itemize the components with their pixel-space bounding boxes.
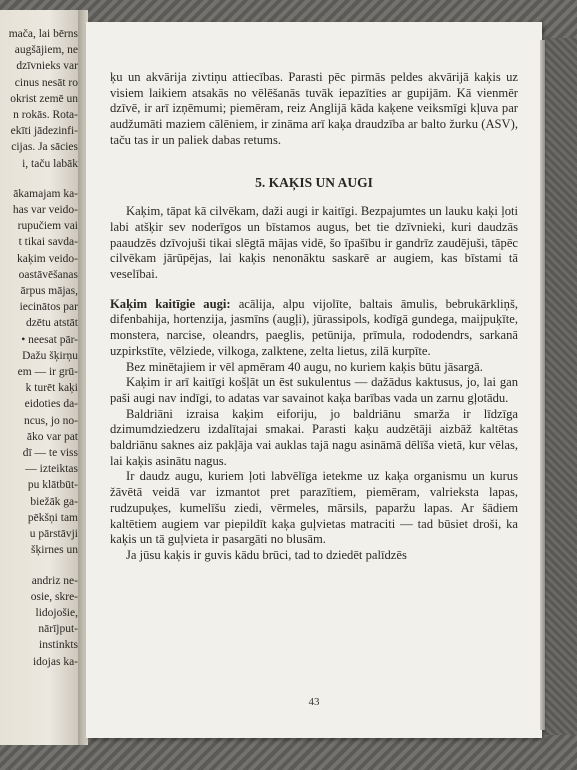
left-page-line: āko var pat [26,430,78,443]
left-page-line: Dažu šķirņu [22,349,78,362]
left-page-line: dī — te viss [22,447,78,460]
paragraph-wounds: Ja jūsu kaķis ir guvis kādu brūci, tad to dziedēt palīdzēs [126,547,407,562]
left-page-line: osie, skre- [30,590,78,603]
left-page-line [0,172,78,186]
left-page-line: mača, lai bērns [8,28,78,40]
left-page-line: augšājiem, ne [14,44,78,57]
left-page-text [0,26,78,670]
left-page-line: t tikai savda- [18,236,78,249]
right-page [86,22,542,738]
left-facing-page [0,10,82,745]
paragraph-continued: ķu un akvārija zivtiņu attiecības. Parasti pēc pirmās peldes akvārijā kaķis uz visiem laikiem atsakās no vēlēšanās tuvāk iepazīties ar gupijām. Kā vienmēr dzīvē, ir arī izņēmumi; piemēram, reiz Anglijā kāda kaķene veiksmīgi kļuva par audžumāti maziem cālēniem, ir zināma arī kaķa draudzība ar balto žurku (ASV), taču tas ir un paliek dabas retums. [110,70,518,147]
left-page-line: rupučiem vai [17,220,78,233]
harmful-plants-paragraph [110,297,518,360]
page-text [110,70,518,564]
harmful-plants-list: acālija, alpu vijolīte, baltais āmulis, bebrukārkliņš, difenbahija, hortenzija, jasmīns (augļi), jūrassipols, kodīgā gundega, maijpuķīte, monstera, narcise, oleandrs, paeglis, petūnija, prīmula, rododendrs, sarkanā uzpirkstīte, vēlziede, vilkoga, zalktene, zelta lietus, zilā kurpīte. [110,296,518,358]
left-page-line: andriz ne- [31,574,78,587]
left-page-line: kaķim veido- [17,252,78,265]
left-page-line: — izteiktas [25,463,78,476]
left-page-line: instinkts [39,639,78,652]
paragraph-intro: Kaķim, tāpat kā cilvēkam, daži augi ir kaitīgi. Bezpajumtes un lauku kaķi ļoti labi atšķir sev noderīgos un bīstamos augus, bet tie dzīvnieki, kuri daudzās paaudzēs dzīvojuši tikai slēgtā mājas vidē, šo īpašību ir gandrīz zaudējuši, tāpēc cilvēkam jārūpējas, lai kaķis nenonāktu saskarē ar augiem, kas bīstami tā veselībai. [110,204,518,282]
left-page-line: pu klātbūt- [27,479,78,492]
left-page-line: iecinātos par [19,301,78,314]
left-page-line: lidojošie, [35,606,78,619]
left-page-line: okrist zemē un [10,92,78,105]
left-page-line: idojas ka- [32,655,78,668]
left-page-line: cijas. Ja sācies [11,141,78,154]
paragraph-beneficial-plants: Ir daudz augu, kuriem ļoti labvēlīga ietekme uz kaķa organismu un kurus žāvētā veidā var izmantot pret parazītiem, piemēram, valrieksta lapas, rudzupuķes, kumelīšu ziedi, vērmeles, mārsils, paparžu lapas. Ar šādiem kaltētiem augiem var piepildīt kaķa guļvietas matraciti — tad būsiet droši, ka kaķis un tā guļvieta ir pasargāti no blusām. [110,469,518,547]
left-page-line: • neesat pār- [21,333,78,346]
page-edge [540,40,545,730]
left-page-line: dzīvnieks var [16,60,78,73]
section-heading: 5. KAĶIS UN AUGI [255,174,373,190]
left-page-line: ārpus mājas, [20,285,78,298]
left-page-line: i, taču labāk [22,157,78,170]
left-page-line: ākamajam ka- [13,187,78,200]
paragraph-other-plants: Bez minētajiem ir vēl apmēram 40 augu, no kuriem kaķis būtu jāsargā. [126,359,483,374]
harmful-plants-label: Kaķim kaitīgie augi: [110,296,231,311]
left-page-line: nārījput- [38,623,78,636]
left-page-line: oastāvēšanas [18,268,78,281]
left-page-line: n rokās. Rota- [13,109,78,122]
left-page-line: has var veido- [12,204,78,217]
left-page-line [0,559,78,573]
left-page-line: eidoties da- [24,398,78,411]
left-page-line: pēkšņi tam [27,511,78,524]
left-page-line: šķirnes un [31,544,78,557]
left-page-line: u pārstāvji [29,528,78,541]
left-page-line: ekīti jādezinfi- [10,125,78,138]
paragraph-succulents: Kaķim ir arī kaitīgi košļāt un ēst sukulentus — dažādus kaktusus, jo, lai gan paši augi nav indīgi, to adatas var savainot kaķa barības vada un zarnu gļotādu. [110,375,518,405]
page-number: 43 [308,696,320,708]
left-page-line: em — ir grū- [17,366,78,379]
left-page-line: cinus nesāt ro [14,76,78,89]
left-page-line: k turēt kaķi [25,382,78,395]
left-page-line: dzētu atstāt [25,317,78,330]
left-page-line: ncus, jo no- [24,414,78,427]
paragraph-valerian: Baldriāni izraisa kaķim eiforiju, jo baldriānu smarža ir līdzīga dzimumdziedzeru izdalītajai smakai. Parasti kaķu audzētāji aizbāž kaltētas baldriānu saknes aiz pakļāja vai auklas tajā nagu asināmā dēlīša vietā, kur vēlas, lai kaķis asinātu nagus. [110,406,518,468]
left-page-line: biežāk ga- [30,495,78,508]
